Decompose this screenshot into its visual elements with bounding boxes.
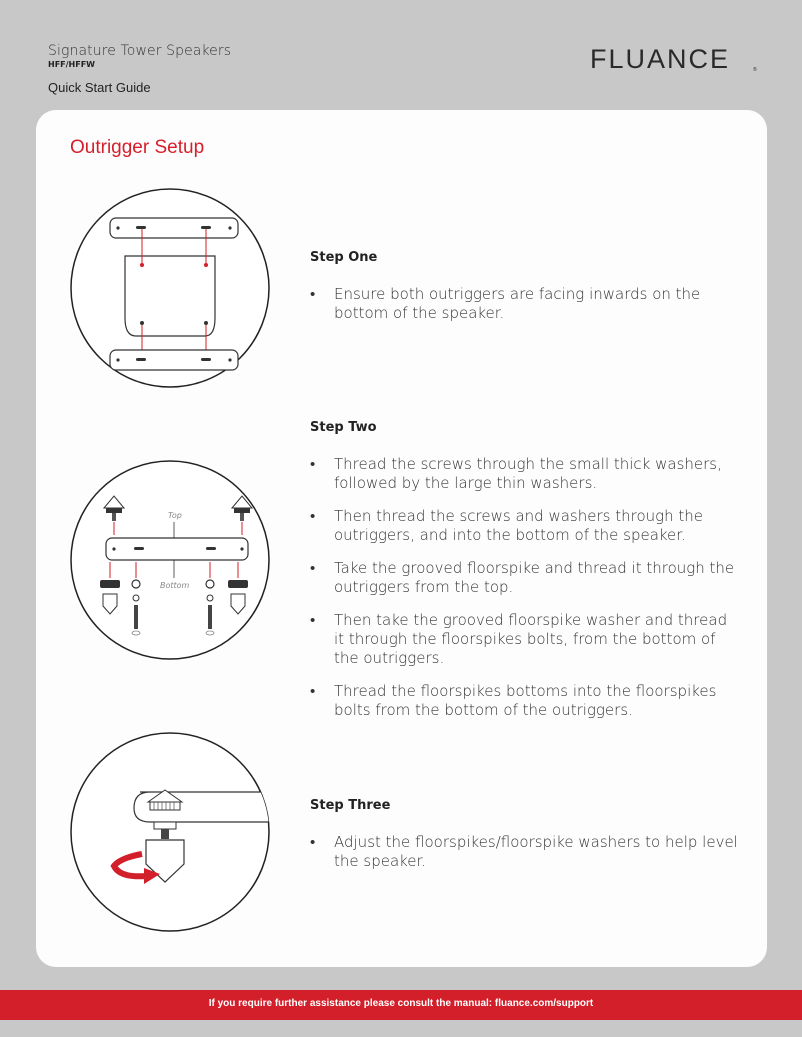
illustration-step-one	[70, 188, 270, 388]
step-two-bullet: • Then take the grooved floorspike washer and thread it through the floorspikes bolts, from the bottom of the outriggers.	[310, 611, 740, 668]
step-two-bullet: • Then thread the screws and washers through the outriggers, and into the bottom of the speaker.	[310, 507, 740, 545]
step-two	[310, 420, 740, 734]
header-guide-title: Quick Start Guide	[48, 80, 151, 95]
diagram-label-bottom: Bottom	[160, 581, 190, 590]
footer-support-text: If you require further assistance please consult the manual: fluance.com/support	[208, 998, 594, 1009]
diagram-label-top: Top	[168, 511, 182, 520]
step-three-bullet: • Adjust the floorspikes/floorspike washers to help level the speaker.	[310, 833, 740, 871]
content-card	[36, 110, 767, 967]
brand-logo-text: FLUANCE	[590, 44, 731, 74]
step-two-title: Step Two	[310, 420, 377, 435]
footer-bar	[0, 990, 802, 1020]
step-one-bullet: • Ensure both outriggers are facing inwards on the bottom of the speaker.	[310, 285, 740, 323]
step-two-bullet: • Thread the screws through the small thick washers, followed by the large thin washers.	[310, 455, 740, 493]
step-three	[310, 798, 740, 885]
illustration-step-two	[70, 460, 270, 660]
step-two-bullet: • Thread the floorspikes bottoms into the floorspikes bolts from the bottom of the outriggers.	[310, 682, 740, 720]
step-two-bullet: • Take the grooved floorspike and thread it through the outriggers from the top.	[310, 559, 740, 597]
section-title: Outrigger Setup	[70, 137, 205, 158]
header-product-title: Signature Tower Speakers	[48, 43, 232, 59]
illustration-step-three	[70, 732, 270, 932]
step-one	[310, 250, 740, 337]
brand-logo	[590, 44, 760, 74]
svg-text:®: ®	[753, 67, 757, 73]
header-model: HFF/HFFW	[48, 60, 95, 69]
step-three-title: Step Three	[310, 798, 391, 813]
step-one-title: Step One	[310, 250, 378, 265]
